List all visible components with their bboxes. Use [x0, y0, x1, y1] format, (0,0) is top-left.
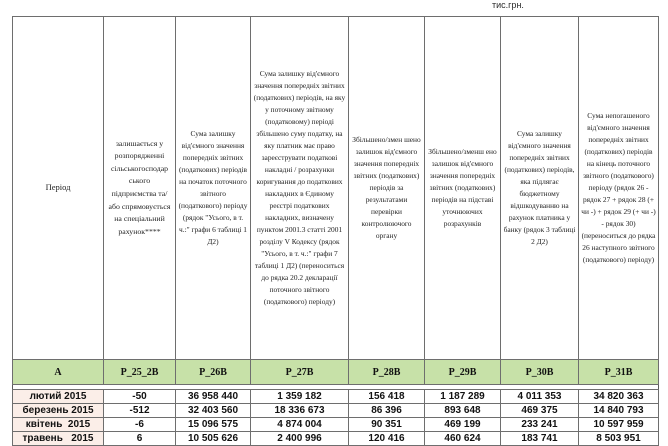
value-cell: 183 741: [501, 432, 579, 446]
column-code-cell: Р_30В: [501, 360, 579, 385]
column-code-cell: Р_26В: [176, 360, 251, 385]
table-row: [13, 432, 659, 446]
header-row: [13, 17, 659, 360]
value-cell: 460 624: [425, 432, 501, 446]
value-cell: 2 400 996: [251, 432, 349, 446]
value-cell: 86 396: [349, 404, 425, 418]
code-row: [13, 360, 659, 385]
column-header-cell: Збільшено/зменш ено залишок від'ємного значення попередніх звітних (податкових) періодів на підставі уточнюючих розрахунків: [425, 17, 501, 360]
value-cell: 6: [104, 432, 176, 446]
value-cell: 1 359 182: [251, 390, 349, 404]
period-cell: березень 2015: [13, 404, 104, 418]
value-cell: 4 011 353: [501, 390, 579, 404]
value-cell: 10 505 626: [176, 432, 251, 446]
column-code-cell: Р_28В: [349, 360, 425, 385]
value-cell: 893 648: [425, 404, 501, 418]
value-cell: 36 958 440: [176, 390, 251, 404]
table-row: [13, 390, 659, 404]
units-label: тис.грн.: [492, 0, 524, 10]
column-header-cell: Сума непогашеного від'ємного значення попередніх звітних (податкових) періодів на кінець поточного звітного (податкового) періоду (рядок 26 - рядок 27 + рядок 28 (+ чи -) + рядок 29 (+ чи -) - рядок 30) (переноситься до рядка 26 наступного звітного (податкового) періоду): [579, 17, 659, 360]
value-cell: 15 096 575: [176, 418, 251, 432]
value-cell: 4 874 004: [251, 418, 349, 432]
value-cell: -50: [104, 390, 176, 404]
value-cell: 156 418: [349, 390, 425, 404]
value-cell: -512: [104, 404, 176, 418]
period-cell: лютий 2015: [13, 390, 104, 404]
column-code-cell: Р_27В: [251, 360, 349, 385]
column-header-cell: Сума залишку від'ємного значення попередніх звітних (податкових) періодів на початок поточного звітного (податкового) періоду (рядок "Усього, в т. ч.:" графи 6 таблиці 1 Д2): [176, 17, 251, 360]
column-code-cell: Р_25_2В: [104, 360, 176, 385]
declaration-table: [12, 16, 659, 446]
column-header-cell: Збільшено/змен шено залишок від'ємного значення попередніх звітних (податкових) періодів за результатами перевірки контролюючого органу: [349, 17, 425, 360]
value-cell: 90 351: [349, 418, 425, 432]
value-cell: 8 503 951: [579, 432, 659, 446]
column-code-cell: Р_31В: [579, 360, 659, 385]
column-code-cell: Р_29В: [425, 360, 501, 385]
value-cell: 14 840 793: [579, 404, 659, 418]
column-header-cell: залишається у розпорядженні сільськогосподар ського підприємства та/або спрямовується на спеціальний рахунок****: [104, 17, 176, 360]
value-cell: 233 241: [501, 418, 579, 432]
period-cell: квітень 2015: [13, 418, 104, 432]
table-row: [13, 418, 659, 432]
value-cell: 469 375: [501, 404, 579, 418]
column-code-cell: А: [13, 360, 104, 385]
table-row: [13, 404, 659, 418]
column-header-cell: Сума залишку від'ємного значення попередніх звітних (податкових) періодів, яка підлягає бюджетному відшкодуванню на рахунок платника у банку (рядок 3 таблиці 2 Д2): [501, 17, 579, 360]
column-header-cell: Період: [13, 17, 104, 360]
value-cell: 34 820 363: [579, 390, 659, 404]
value-cell: 469 199: [425, 418, 501, 432]
value-cell: 10 597 959: [579, 418, 659, 432]
value-cell: 1 187 289: [425, 390, 501, 404]
column-header-cell: Сума залишку від'ємного значення попередніх звітних (податкових) періодів, на яку у поточному звітному (податковому) періоді збільшено суму податку, на яку платник має право зареєструвати податкові накладні / розрахунки коригування до податкових накладних в Єдиному реєстрі податкових накладних, визначену пунктом 2001.3 статті 2001 розділу V Кодексу (рядок "Усього, в т. ч.:" графи 7 таблиці 1 Д2) (переноситься до рядка 20.2 декларації поточного звітного (податкового) періоду): [251, 17, 349, 360]
value-cell: -6: [104, 418, 176, 432]
value-cell: 32 403 560: [176, 404, 251, 418]
period-cell: травень 2015: [13, 432, 104, 446]
value-cell: 18 336 673: [251, 404, 349, 418]
value-cell: 120 416: [349, 432, 425, 446]
